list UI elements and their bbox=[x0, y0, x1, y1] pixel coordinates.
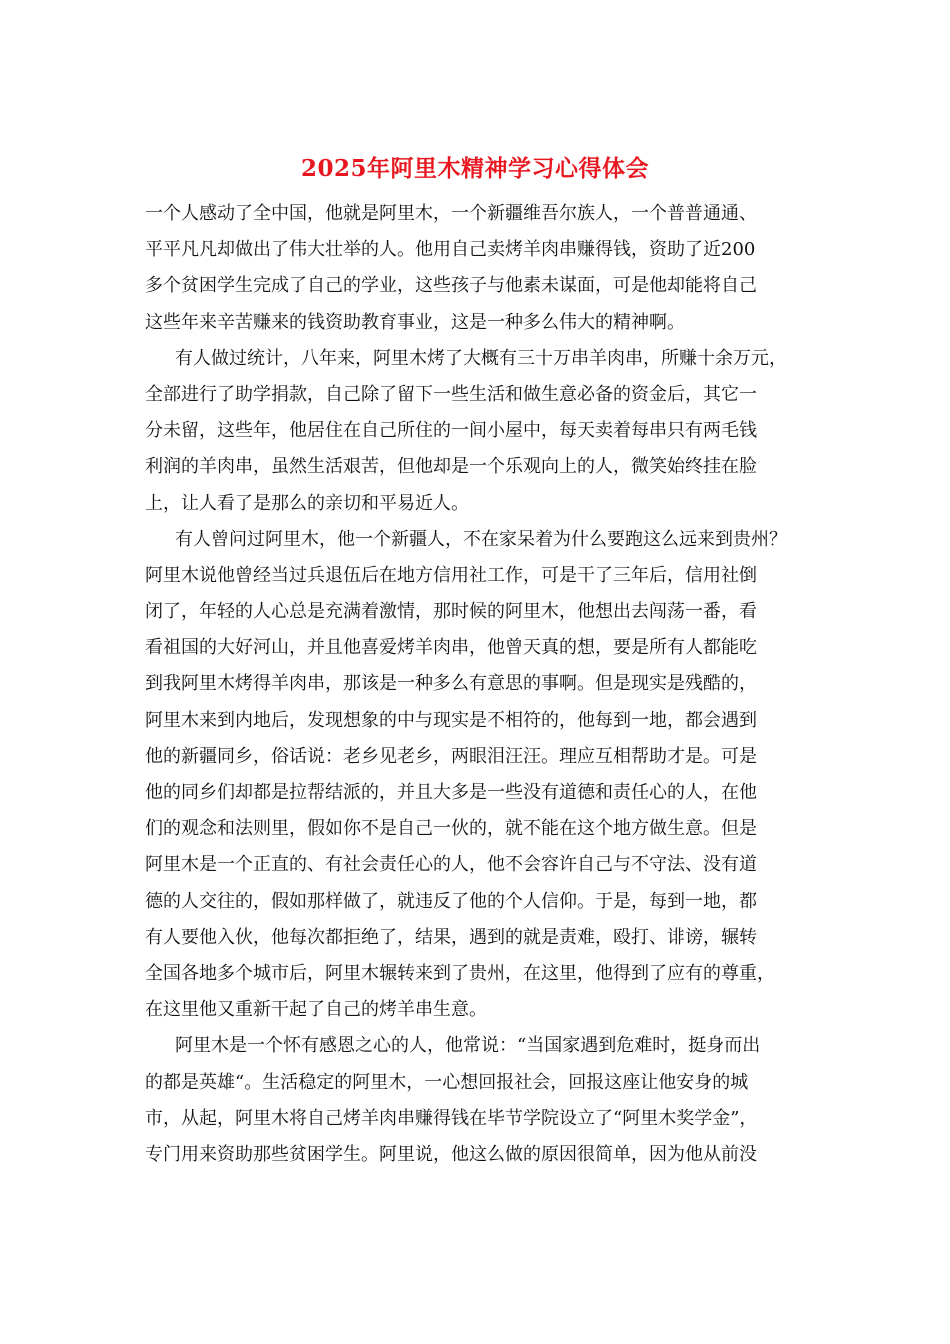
paragraph-first-line: 有人做过统计，八年来，阿里木烤了大概有三十万串羊肉串，所赚十余万元， bbox=[175, 347, 787, 369]
text-line: 平平凡凡却做出了伟大壮举的人。他用自己卖烤羊肉串赚得钱，资助了近200 bbox=[145, 239, 756, 261]
text-line: 全部进行了助学捐款，自己除了留下一些生活和做生意必备的资金后，其它一 bbox=[145, 383, 757, 405]
text-line: 在这里他又重新干起了自己的烤羊串生意。 bbox=[145, 999, 487, 1021]
text-line: 他的新疆同乡，俗话说：老乡见老乡，两眼泪汪汪。理应互相帮助才是。可是 bbox=[145, 745, 757, 767]
text-line: 看祖国的大好河山，并且他喜爱烤羊肉串，他曾天真的想，要是所有人都能吃 bbox=[145, 637, 757, 659]
text-line: 阿里木来到内地后，发现想象的中与现实是不相符的，他每到一地，都会遇到 bbox=[145, 709, 757, 731]
text-line: 的都是英雄“。生活稳定的阿里木，一心想回报社会，回报这座让他安身的城 bbox=[145, 1071, 749, 1093]
text-line: 专门用来资助那些贫困学生。阿里说，他这么做的原因很简单，因为他从前没 bbox=[145, 1143, 757, 1165]
text-line: 这些年来辛苦赚来的钱资助教育事业，这是一种多么伟大的精神啊。 bbox=[145, 311, 685, 333]
text-line: 全国各地多个城市后，阿里木辗转来到了贵州，在这里，他得到了应有的尊重， bbox=[145, 962, 775, 984]
paragraph-first-line: 阿里木是一个怀有感恩之心的人，他常说：“当国家遇到危难时，挺身而出 bbox=[175, 1035, 761, 1057]
document-body bbox=[145, 196, 835, 1173]
text-line: 利润的羊肉串，虽然生活艰苦，但他却是一个乐观向上的人，微笑始终挂在脸 bbox=[145, 456, 757, 478]
text-line: 多个贫困学生完成了自己的学业，这些孩子与他素未谋面，可是他却能将自己 bbox=[145, 275, 757, 297]
text-line: 们的观念和法则里，假如你不是自己一伙的，就不能在这个地方做生意。但是 bbox=[145, 818, 757, 840]
paragraph-first-line: 有人曾问过阿里木，他一个新疆人，不在家呆着为什么要跑这么远来到贵州？ bbox=[175, 528, 787, 550]
text-line: 上，让人看了是那么的亲切和平易近人。 bbox=[145, 492, 469, 514]
text-line: 有人要他入伙，他每次都拒绝了，结果，遇到的就是责难，殴打、诽谤，辗转 bbox=[145, 926, 757, 948]
text-line: 一个人感动了全中国，他就是阿里木，一个新疆维吾尔族人，一个普普通通、 bbox=[145, 203, 757, 224]
document-title: 2025年阿里木精神学习心得体会 bbox=[300, 155, 649, 182]
text-line: 闭了，年轻的人心总是充满着激情，那时候的阿里木，他想出去闯荡一番，看 bbox=[145, 601, 757, 623]
text-line: 分未留，这些年，他居住在自己所住的一间小屋中，每天卖着每串只有两毛钱 bbox=[145, 420, 757, 442]
text-line: 市，从起，阿里木将自己烤羊肉串赚得钱在毕节学院设立了“阿里木奖学金”， bbox=[145, 1107, 758, 1129]
text-line: 阿里木说他曾经当过兵退伍后在地方信用社工作，可是干了三年后，信用社倒 bbox=[145, 564, 757, 586]
text-line: 阿里木是一个正直的、有社会责任心的人，他不会容许自己与不守法、没有道 bbox=[145, 854, 757, 876]
text-line: 他的同乡们却都是拉帮结派的，并且大多是一些没有道德和责任心的人，在他 bbox=[145, 782, 757, 803]
text-line: 德的人交往的，假如那样做了，就违反了他的个人信仰。于是，每到一地，都 bbox=[145, 890, 757, 912]
text-line: 到我阿里木烤得羊肉串，那该是一种多么有意思的事啊。但是现实是残酷的， bbox=[145, 673, 757, 695]
